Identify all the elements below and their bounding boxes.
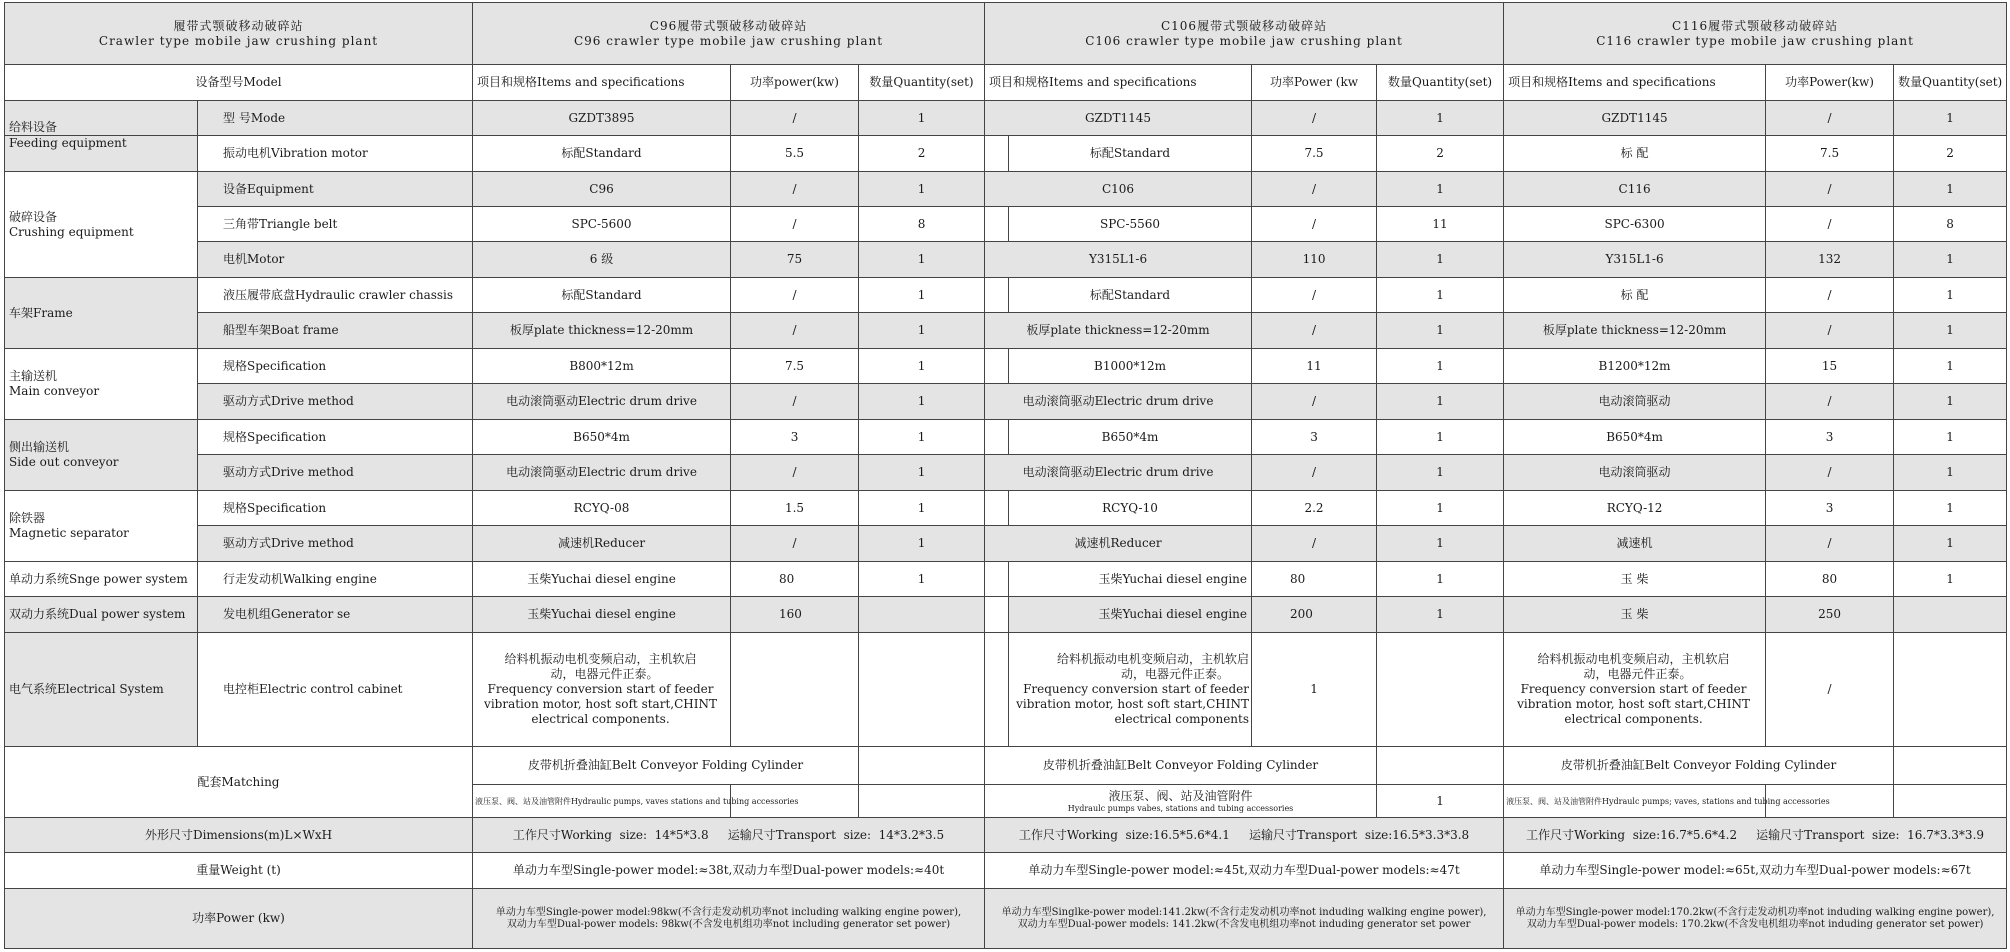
group-main-conveyor-en: Main conveyor — [9, 384, 100, 398]
cell: 玉 柴 — [1504, 597, 1766, 633]
cell: 玉柴Yuchai diesel engine — [473, 597, 731, 633]
cell: 板厚plate thickness=12-20mm — [473, 313, 731, 349]
group-side-conveyor-en: Side out conveyor — [9, 455, 119, 469]
cell: 电动滚筒驱动Electric drum drive — [985, 384, 1252, 420]
cell: 75 — [731, 242, 859, 278]
cell: C116 — [1504, 172, 1766, 207]
weight-c106: 单动力车型Single-power model:≈45t,双动力车型Dual-power models:≈47t — [985, 853, 1504, 889]
table-row — [5, 889, 2007, 949]
cell: / — [1252, 384, 1377, 420]
cell: 6 级 — [473, 242, 731, 278]
cell — [859, 633, 985, 747]
cell: 80 — [731, 562, 859, 597]
row-item: 驱动方式Drive method — [198, 526, 473, 562]
cell: / — [1252, 313, 1377, 349]
cell: / — [1252, 207, 1377, 242]
cell: 8 — [1894, 207, 2007, 242]
cell: / — [1766, 526, 1894, 562]
spacer — [985, 349, 1009, 384]
cell: 1 — [1377, 349, 1504, 384]
cell: 7.5 — [1766, 136, 1894, 172]
row-item: 规格Specification — [198, 420, 473, 455]
weight-c116: 单动力车型Single-power model:≈65t,双动力车型Dual-power models:≈67t — [1504, 853, 2007, 889]
table-row — [5, 853, 2007, 889]
cell: 2 — [1377, 136, 1504, 172]
weight-c96: 单动力车型Single-power model:≈38t,双动力车型Dual-power models:≈40t — [473, 853, 985, 889]
cell: / — [731, 526, 859, 562]
cell: 1 — [859, 101, 985, 136]
cell: 标配Standard — [473, 136, 731, 172]
table-row — [5, 633, 2007, 747]
row-item: 设备Equipment — [198, 172, 473, 207]
cell: SPC-5560 — [1009, 207, 1252, 242]
table-row — [5, 747, 2007, 785]
group-main-conveyor — [5, 349, 198, 420]
table-row — [5, 278, 2007, 313]
group-weight: 重量Weight (t) — [5, 853, 473, 889]
group-matching: 配套Matching — [5, 747, 473, 818]
cell: / — [1766, 172, 1894, 207]
cell: / — [1252, 172, 1377, 207]
cell: 2 — [1894, 136, 2007, 172]
cell: 标 配 — [1504, 136, 1766, 172]
cell: 200 — [1252, 597, 1377, 633]
row-item: 型 号Mode — [198, 101, 473, 136]
spacer — [985, 491, 1009, 526]
cell: / — [1766, 101, 1894, 136]
matching-c96-hydraulic: 液压泵、阀、站及油管附件Hydraulic pumps, vaves stations and tubing accessories — [473, 785, 731, 818]
spacer — [985, 562, 1009, 597]
group-crushing-en: Crushing equipment — [9, 224, 134, 239]
spacer — [985, 136, 1009, 172]
cell: GZDT1145 — [1504, 101, 1766, 136]
cell: 1 — [1377, 278, 1504, 313]
c106-power-header: 功率Power (kw — [1252, 65, 1377, 101]
cell: 1 — [1894, 278, 2007, 313]
cell: 1 — [1377, 597, 1504, 633]
spacer — [985, 278, 1009, 313]
spacer — [985, 420, 1009, 455]
cell: 2.2 — [1252, 491, 1377, 526]
spacer — [985, 597, 1009, 633]
cell: 板厚plate thickness=12-20mm — [985, 313, 1252, 349]
cell: 3 — [1766, 420, 1894, 455]
matching-c116-hydraulic: 液压泵、阀、站及油管附件Hydraulc pumps; vaves, stations and tubing accessories — [1504, 785, 1766, 818]
cell: 3 — [1766, 491, 1894, 526]
cell — [1377, 747, 1504, 785]
row-item: 船型车架Boat frame — [198, 313, 473, 349]
cell: 标 配 — [1504, 278, 1766, 313]
electrical-c96-desc: 给料机振动电机变频启动，主机软启 动，电器元件正泰。 Frequency conversion start of feeder vibration motor, host soft start,CHINT electrical components. — [473, 633, 731, 747]
header-c106: C106履带式颚破移动破碎站 C106 crawler type mobile jaw crushing plant — [985, 3, 1504, 65]
cell: 1 — [1894, 420, 2007, 455]
group-main-conveyor-zh: 主输送机 — [9, 369, 58, 383]
cell: 3 — [1252, 420, 1377, 455]
row-item: 规格Specification — [198, 349, 473, 384]
cell: B1000*12m — [1009, 349, 1252, 384]
cell: RCYQ-10 — [1009, 491, 1252, 526]
cell: 250 — [1766, 597, 1894, 633]
dimensions-c106: 工作尺寸Working size:16.5*5.6*4.1 运输尺寸Transport size:16.5*3.3*3.8 — [985, 818, 1504, 853]
cell: 1 — [1894, 172, 2007, 207]
cell: 1 — [1377, 526, 1504, 562]
cell: 1 — [1894, 526, 2007, 562]
cell: 8 — [859, 207, 985, 242]
matching-c106-hydraulic: 液压泵、阀、站及油管附件 Hydraulc pumps vabes, stations and tubing accessories — [985, 785, 1377, 818]
cell: 1 — [1894, 384, 2007, 420]
cell — [1894, 633, 2007, 747]
cell: 标配Standard — [1009, 136, 1252, 172]
header-plant-type: 履带式颚破移动破碎站 Crawler type mobile jaw crushing plant — [5, 3, 473, 65]
dimensions-c116: 工作尺寸Working size:16.7*5.6*4.2 运输尺寸Transport size: 16.7*3.3*3.9 — [1504, 818, 2007, 853]
header-c116: C116履带式颚破移动破碎站 C116 crawler type mobile jaw crushing plant — [1504, 3, 2007, 65]
electrical-c106-desc: 给料机振动电机变频启动，主机软启 动，电器元件正泰。 Frequency conversion start of feeder vibration motor, host soft start,CHINT electrical components — [1009, 633, 1252, 747]
header-row — [5, 3, 2007, 65]
cell: SPC-6300 — [1504, 207, 1766, 242]
table-row — [5, 491, 2007, 526]
cell: 电动滚筒驱动Electric drum drive — [473, 384, 731, 420]
cell: / — [1252, 101, 1377, 136]
cell: 1 — [859, 313, 985, 349]
group-feeding-zh: 给料设备 — [5, 101, 198, 136]
cell: Y315L1-6 — [1504, 242, 1766, 278]
group-dimensions: 外形尺寸Dimensions(m)L×WxH — [5, 818, 473, 853]
cell — [1894, 747, 2007, 785]
cell — [1894, 597, 2007, 633]
group-magnetic-zh: 除铁器 — [9, 511, 46, 525]
cell: B650*4m — [1504, 420, 1766, 455]
group-power: 功率Power (kw) — [5, 889, 473, 949]
header-c96: C96履带式颚破移动破碎站 C96 crawler type mobile jaw crushing plant — [473, 3, 985, 65]
cell: / — [731, 313, 859, 349]
row-item: 电机Motor — [198, 242, 473, 278]
c96-power-header: 功率power(kw) — [731, 65, 859, 101]
cell: 1 — [1377, 455, 1504, 491]
cell: SPC-5600 — [473, 207, 731, 242]
electrical-c116-desc: 给料机振动电机变频启动，主机软启 动，电器元件正泰。 Frequency conversion start of feeder vibration motor, host soft start,CHINT electrical components. — [1504, 633, 1766, 747]
cell: 1 — [1894, 313, 2007, 349]
group-frame: 车架Frame — [5, 278, 198, 349]
cell: 160 — [731, 597, 859, 633]
cell: 1 — [1894, 562, 2007, 597]
cell: RCYQ-12 — [1504, 491, 1766, 526]
cell: GZDT3895 — [473, 101, 731, 136]
cell: 1 — [859, 172, 985, 207]
cell: / — [1252, 455, 1377, 491]
row-item: 振动电机Vibration motor — [198, 136, 473, 172]
cell: 1 — [859, 562, 985, 597]
cell: / — [1766, 633, 1894, 747]
cell: 1 — [1894, 349, 2007, 384]
cell: 11 — [1252, 349, 1377, 384]
group-electrical: 电气系统Electrical System — [5, 633, 198, 747]
power-c96: 单动力车型Single-power model:98kw(不含行走发动机功率not including walking engine power), 双动力车型Dual-power models: 98kw(不含发电机组功率not including generator set power) — [473, 889, 985, 949]
c116-items-header: 项目和规格Items and specifications — [1504, 65, 1766, 101]
cell: 板厚plate thickness=12-20mm — [1504, 313, 1766, 349]
group-single-power: 单动力系统Snge power system — [5, 562, 198, 597]
cell: 1 — [1894, 455, 2007, 491]
cell: / — [731, 384, 859, 420]
model-label: 设备型号Model — [5, 65, 473, 101]
cell: / — [731, 278, 859, 313]
cell: / — [731, 101, 859, 136]
group-magnetic — [5, 491, 198, 562]
cell: 1 — [859, 242, 985, 278]
table-row — [5, 526, 2007, 562]
cell: 11 — [1377, 207, 1504, 242]
row-item: 驱动方式Drive method — [198, 455, 473, 491]
cell: 1 — [1894, 101, 2007, 136]
group-magnetic-en: Magnetic separator — [9, 526, 129, 540]
cell: RCYQ-08 — [473, 491, 731, 526]
matching-c96-cylinder: 皮带机折叠油缸Belt Conveyor Folding Cylinder — [473, 747, 859, 785]
cell: 1 — [1377, 172, 1504, 207]
cell: / — [731, 207, 859, 242]
row-item: 三角带Triangle belt — [198, 207, 473, 242]
cell: 1 — [859, 455, 985, 491]
c96-items-header: 项目和规格Items and specifications — [473, 65, 731, 101]
row-item: 行走发动机Walking engine — [198, 562, 473, 597]
table-row — [5, 136, 2007, 172]
table-row — [5, 455, 2007, 491]
cell: / — [1766, 455, 1894, 491]
cell: C96 — [473, 172, 731, 207]
cell: 1 — [1377, 562, 1504, 597]
cell: / — [1766, 384, 1894, 420]
cell: 1 — [1377, 491, 1504, 526]
cell: 玉 柴 — [1504, 562, 1766, 597]
cell: 电动滚筒驱动Electric drum drive — [473, 455, 731, 491]
cell: 1 — [859, 420, 985, 455]
table-row — [5, 101, 2007, 136]
cell: 电动滚筒驱动 — [1504, 384, 1766, 420]
cell — [1377, 633, 1504, 747]
row-item: 规格Specification — [198, 491, 473, 526]
cell: 1 — [1894, 491, 2007, 526]
cell: 1 — [1377, 242, 1504, 278]
cell: 标配Standard — [473, 278, 731, 313]
cell: 1 — [859, 384, 985, 420]
c106-items-header: 项目和规格Items and specifications — [985, 65, 1252, 101]
cell: 1 — [859, 278, 985, 313]
cell: / — [731, 172, 859, 207]
cell: 1 — [859, 491, 985, 526]
cell: 电动滚筒驱动Electric drum drive — [985, 455, 1252, 491]
row-item: 电控柜Electric control cabinet — [198, 633, 473, 747]
group-dual-power: 双动力系统Dual power system — [5, 597, 198, 633]
cell: B650*4m — [1009, 420, 1252, 455]
dimensions-c96: 工作尺寸Working size: 14*5*3.8 运输尺寸Transport size: 14*3.2*3.5 — [473, 818, 985, 853]
cell: 减速机 — [1504, 526, 1766, 562]
cell: 132 — [1766, 242, 1894, 278]
cell: / — [731, 455, 859, 491]
group-side-conveyor — [5, 420, 198, 491]
cell: 1 — [1377, 101, 1504, 136]
cell: / — [1766, 207, 1894, 242]
group-feeding-en: Feeding equipment — [5, 136, 198, 172]
cell: 玉柴Yuchai diesel engine — [1009, 597, 1252, 633]
cell: 1 — [859, 526, 985, 562]
cell: 1 — [1252, 633, 1377, 747]
matching-c106-cylinder: 皮带机折叠油缸Belt Conveyor Folding Cylinder — [985, 747, 1377, 785]
table-row — [5, 562, 2007, 597]
cell — [731, 633, 859, 747]
cell: 1 — [1894, 242, 2007, 278]
cell: 110 — [1252, 242, 1377, 278]
table-row — [5, 242, 2007, 278]
cell: / — [1766, 313, 1894, 349]
cell: 15 — [1766, 349, 1894, 384]
cell: GZDT1145 — [985, 101, 1252, 136]
cell: B1200*12m — [1504, 349, 1766, 384]
table-row — [5, 384, 2007, 420]
cell: 1 — [1377, 420, 1504, 455]
group-crushing-zh: 破碎设备 — [9, 209, 58, 224]
cell: 1 — [1377, 313, 1504, 349]
cell: / — [1252, 278, 1377, 313]
spacer — [985, 207, 1009, 242]
cell: 玉柴Yuchai diesel engine — [1009, 562, 1252, 597]
cell: 80 — [1252, 562, 1377, 597]
table-row — [5, 420, 2007, 455]
power-c116: 单动力车型Single-power model:170.2kw(不含行走发动机功率not induding walking engine power), 双动力车型Dual-power models: 170.2kw(不含发电机组功率not induding generator set power) — [1504, 889, 2007, 949]
spec-table — [4, 2, 2007, 949]
cell: 标配Standard — [1009, 278, 1252, 313]
cell: 1 — [1377, 384, 1504, 420]
cell — [859, 785, 985, 818]
cell: 1 — [859, 349, 985, 384]
table-row — [5, 313, 2007, 349]
power-c106: 单动力车型Singlke-power model:141.2kw(不含行走发动机功率not induding walking engine power), 双动力车型Dual-power models: 141.2kw(不含发电机组功率not induding generator set power — [985, 889, 1504, 949]
cell: 电动滚筒驱动 — [1504, 455, 1766, 491]
cell: / — [1766, 278, 1894, 313]
cell: 80 — [1766, 562, 1894, 597]
table-row — [5, 207, 2007, 242]
row-item: 驱动方式Drive method — [198, 384, 473, 420]
cell: 7.5 — [731, 349, 859, 384]
table-row — [5, 597, 2007, 633]
c96-qty-header: 数量Quantity(set) — [859, 65, 985, 101]
table-row — [5, 818, 2007, 853]
row-item: 发电机组Generator se — [198, 597, 473, 633]
cell — [1894, 785, 2007, 818]
cell: 7.5 — [1252, 136, 1377, 172]
c116-power-header: 功率Power(kw) — [1766, 65, 1894, 101]
cell — [859, 597, 985, 633]
c106-qty-header: 数量Quantity(set) — [1377, 65, 1504, 101]
group-crushing — [5, 172, 198, 278]
cell: 减速机Reducer — [985, 526, 1252, 562]
table-row — [5, 349, 2007, 384]
matching-c116-cylinder: 皮带机折叠油缸Belt Conveyor Folding Cylinder — [1504, 747, 1894, 785]
c116-qty-header: 数量Quantity(set) — [1894, 65, 2007, 101]
group-side-conveyor-zh: 侧出输送机 — [9, 440, 70, 454]
row-item: 液压履带底盘Hydraulic crawler chassis — [198, 278, 473, 313]
cell: 减速机Reducer — [473, 526, 731, 562]
cell: C106 — [985, 172, 1252, 207]
cell: 5.5 — [731, 136, 859, 172]
spacer — [985, 633, 1009, 747]
cell: 玉柴Yuchai diesel engine — [473, 562, 731, 597]
subheader-row — [5, 65, 2007, 101]
cell: 1 — [1377, 785, 1504, 818]
cell: 3 — [731, 420, 859, 455]
cell: B650*4m — [473, 420, 731, 455]
cell: 2 — [859, 136, 985, 172]
cell: B800*12m — [473, 349, 731, 384]
table-row — [5, 172, 2007, 207]
cell: Y315L1-6 — [985, 242, 1252, 278]
cell: / — [1252, 526, 1377, 562]
cell — [859, 747, 985, 785]
cell: 1.5 — [731, 491, 859, 526]
